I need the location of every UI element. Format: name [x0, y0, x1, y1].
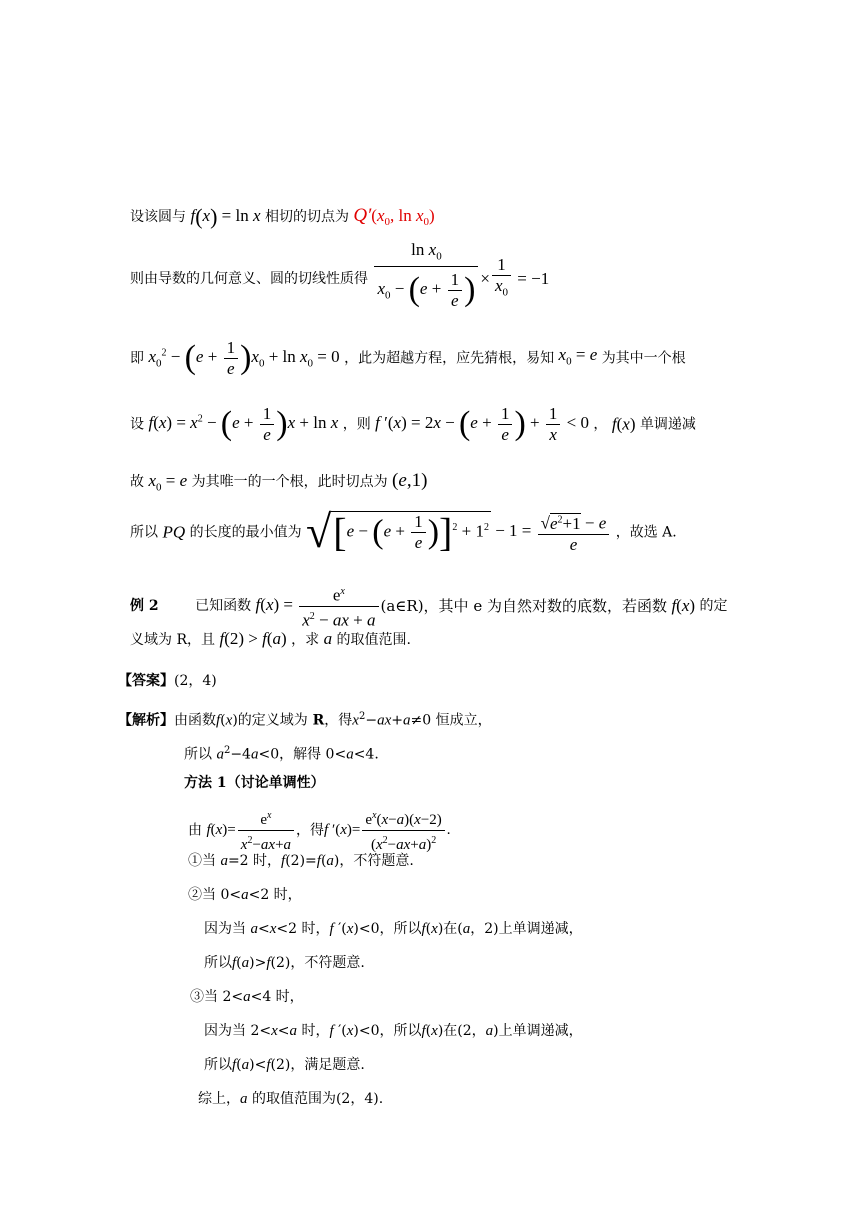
- text-line-5: 故 $x_0 = e$ 为其唯一的一个根，此时切点为 (e,1): [130, 470, 428, 494]
- line-text: )上单调递减，: [493, 1023, 583, 1039]
- line-text: 相切的切点为: [264, 209, 349, 225]
- line-text: 的定: [699, 598, 728, 615]
- line-text: 的定义域为: [237, 712, 308, 729]
- line-text: ，2)上单调递减，: [470, 921, 583, 937]
- answer-line: [118, 670, 217, 692]
- formula-derivative: f ′(x) = 2x − (e + $\frac{1}{e}$ ) + $\frac{1}{x}$ < 0: [375, 404, 589, 444]
- case-3-result: 所以f(a)<f(2)，满足题意.: [204, 1057, 365, 1073]
- line-text: (a∈R)，其中 e 为自然对数的底数，若函数: [380, 597, 667, 616]
- line-text: <4 时，: [250, 989, 304, 1005]
- line-text: ，则: [342, 416, 371, 433]
- text-line-3: 即 $x_0^2 - (e$ + $\frac{1}{e}$ )$x_0 + \ln x_0 = 0$ ，此为超越方程，应先猜根，易知 $x_0 = e$ 为其中一个根: [130, 338, 686, 378]
- line-text: ①当: [188, 853, 216, 869]
- case-2-result: 所以f(a)>f(2)，不符题意.: [204, 955, 365, 971]
- line-text: 即: [130, 350, 144, 367]
- line-text: ③当 2<: [190, 989, 244, 1005]
- text-line-1: 设该圆与 f(x) = ln x 相切的切点为 $Q'(x_0$, $\ln x_0$): [130, 204, 435, 229]
- line-text: 因为当 2<: [204, 1023, 272, 1039]
- answer-label: 【答案】: [118, 673, 174, 689]
- line-text: ，故选 A.: [615, 524, 677, 541]
- line-text: ，得: [324, 712, 353, 729]
- line-text: 则由导数的几何意义、圆的切线性质得: [130, 270, 368, 287]
- line-text: 所以: [204, 955, 232, 971]
- line-text: ，求: [291, 632, 320, 648]
- formula-fx-lnx: f: [190, 206, 196, 225]
- line-text: 单调递减: [639, 416, 696, 433]
- analysis-label: 【解析】: [118, 712, 174, 729]
- line-text: 的取值范围.: [336, 632, 411, 648]
- line-text: 为其中一个根: [601, 350, 686, 367]
- text-line-2: 则由导数的几何意义、圆的切线性质得 $\ln x_0$ $x_0 - (e$ + $\frac{1}{e}$ ) × $\frac{1}{x_0}$ = −1: [130, 240, 549, 318]
- step-1: 所以 $a^2-4a<0$，解得 0<a<4.: [184, 745, 379, 763]
- case-2: ②当 0<a<2 时，: [188, 887, 302, 903]
- line-text: 所以: [130, 524, 158, 541]
- formula-transcendental: $x_0^2 - (e$ + $\frac{1}{e}$ )$x_0 + \ln x_0 = 0$: [148, 338, 340, 378]
- point-q-prime: $Q'(x_0$, $\ln x_0$): [353, 205, 435, 228]
- line-text: <0，所以: [358, 1023, 422, 1039]
- line-text: 设: [130, 416, 144, 433]
- line-text: 由: [188, 822, 202, 839]
- line-text: 设该圆与: [130, 209, 186, 225]
- line-text: ，此为超越方程，应先猜根，易知: [344, 350, 555, 367]
- line-text: ②当 0<: [188, 887, 242, 903]
- line-text: 在(: [443, 921, 463, 937]
- answer-value: (2，4): [174, 673, 217, 689]
- line-text: ，不符题意.: [290, 955, 365, 971]
- line-text: ，得: [296, 822, 325, 839]
- case-3: ③当 2<a<4 时，: [190, 989, 304, 1005]
- formula-fx-exp: f(x) = $\frac{e^x}{x^2 - ax + a}$: [256, 595, 381, 614]
- line-text: 义域为 R，且: [130, 632, 215, 648]
- text-line-6: 所以 PQ 的长度的最小值为 √[e − (e + $\frac{1}{e}$ )]$^2 + 1^2 - 1$ = $\frac{√e^2+1 - e}{e}$ ，故选 A.: [130, 506, 677, 558]
- line-text: 所以: [184, 746, 212, 763]
- case-3-reason: 因为当 2<x<a 时，f ′(x)<0，所以f(x)在(2，a)上单调递减，: [204, 1023, 583, 1039]
- line-text: 由函数: [174, 712, 216, 729]
- line-text: <2 时，: [276, 921, 330, 937]
- formula-fx-def: $f(x) = x^2 - (e$ + $\frac{1}{e}$ )x + ln x: [148, 404, 339, 444]
- example-2-cont: 义域为 R，且 f(2) > f(a) ，求 a 的取值范围.: [130, 629, 411, 648]
- example-label: 例 2: [130, 598, 159, 615]
- analysis-line: 【解析】由函数f(x)的定义域为 R，得$x^2-ax+a\ne 0$ 恒成立，: [118, 711, 492, 729]
- line-text: 综上，: [198, 1091, 240, 1107]
- line-text: 故: [130, 474, 144, 490]
- text-line-4: 设 $f(x) = x^2 - (e$ + $\frac{1}{e}$ )x + ln x ，则 f ′(x) = 2x − (e + $\frac{1}{e}$ ) + $\frac{1}{x}$ < 0 ， f(x) 单调递减: [130, 404, 696, 444]
- case-1: ①当 a=2 时，f(2)=f(a)，不符题意.: [188, 853, 414, 869]
- line-text: ，: [593, 416, 608, 433]
- conclusion: 综上，a 的取值范围为(2，4).: [198, 1091, 384, 1107]
- line-text: =2 时，: [227, 853, 282, 869]
- formula-slope-product: $\ln x_0$ $x_0 - (e$ + $\frac{1}{e}$ ): [374, 240, 478, 318]
- line-text: 在(2，: [443, 1023, 486, 1039]
- line-text: <0，所以: [358, 921, 422, 937]
- line-text: 的长度的最小值为: [189, 524, 302, 541]
- line-text: 时，: [301, 1023, 330, 1039]
- line-text: <2 时，: [248, 887, 302, 903]
- line-text: 所以: [204, 1057, 232, 1073]
- line-text: 恒成立，: [435, 712, 492, 729]
- method-1-heading: 方法 1（讨论单调性）: [184, 775, 325, 791]
- line-text: <4.: [353, 746, 379, 763]
- derivation-line: 由 f(x)= $\frac{e^x}{x^2-ax+a}$ ，得f ′(x)= $\frac{e^x(x-a)(x-2)}{(x^2-ax+a)^2}$ .: [188, 806, 451, 855]
- line-text: ，不符题意.: [339, 853, 414, 869]
- formula-min-length: √[e − (e + $\frac{1}{e}$ )]$^2 + 1^2 - 1$ = $\frac{√e^2+1 - e}{e}$: [306, 521, 611, 540]
- line-text: 因为当: [204, 921, 246, 937]
- example-2: 例 2 已知函数 f(x) = $\frac{e^x}{x^2 - ax + a}$ (a∈R)，其中 e 为自然对数的底数，若函数 f(x) 的定: [130, 582, 728, 630]
- line-text: <0，解得 0<: [258, 746, 347, 763]
- line-text: 的取值范围为(2，4).: [251, 1091, 384, 1107]
- case-2-reason: 因为当 a<x<2 时，f ′(x)<0，所以f(x)在(a，2)上单调递减，: [204, 921, 583, 937]
- line-text: ，满足题意.: [290, 1057, 365, 1073]
- line-text: 为其唯一的一个根，此时切点为: [191, 474, 388, 490]
- line-text: 已知函数: [195, 598, 252, 615]
